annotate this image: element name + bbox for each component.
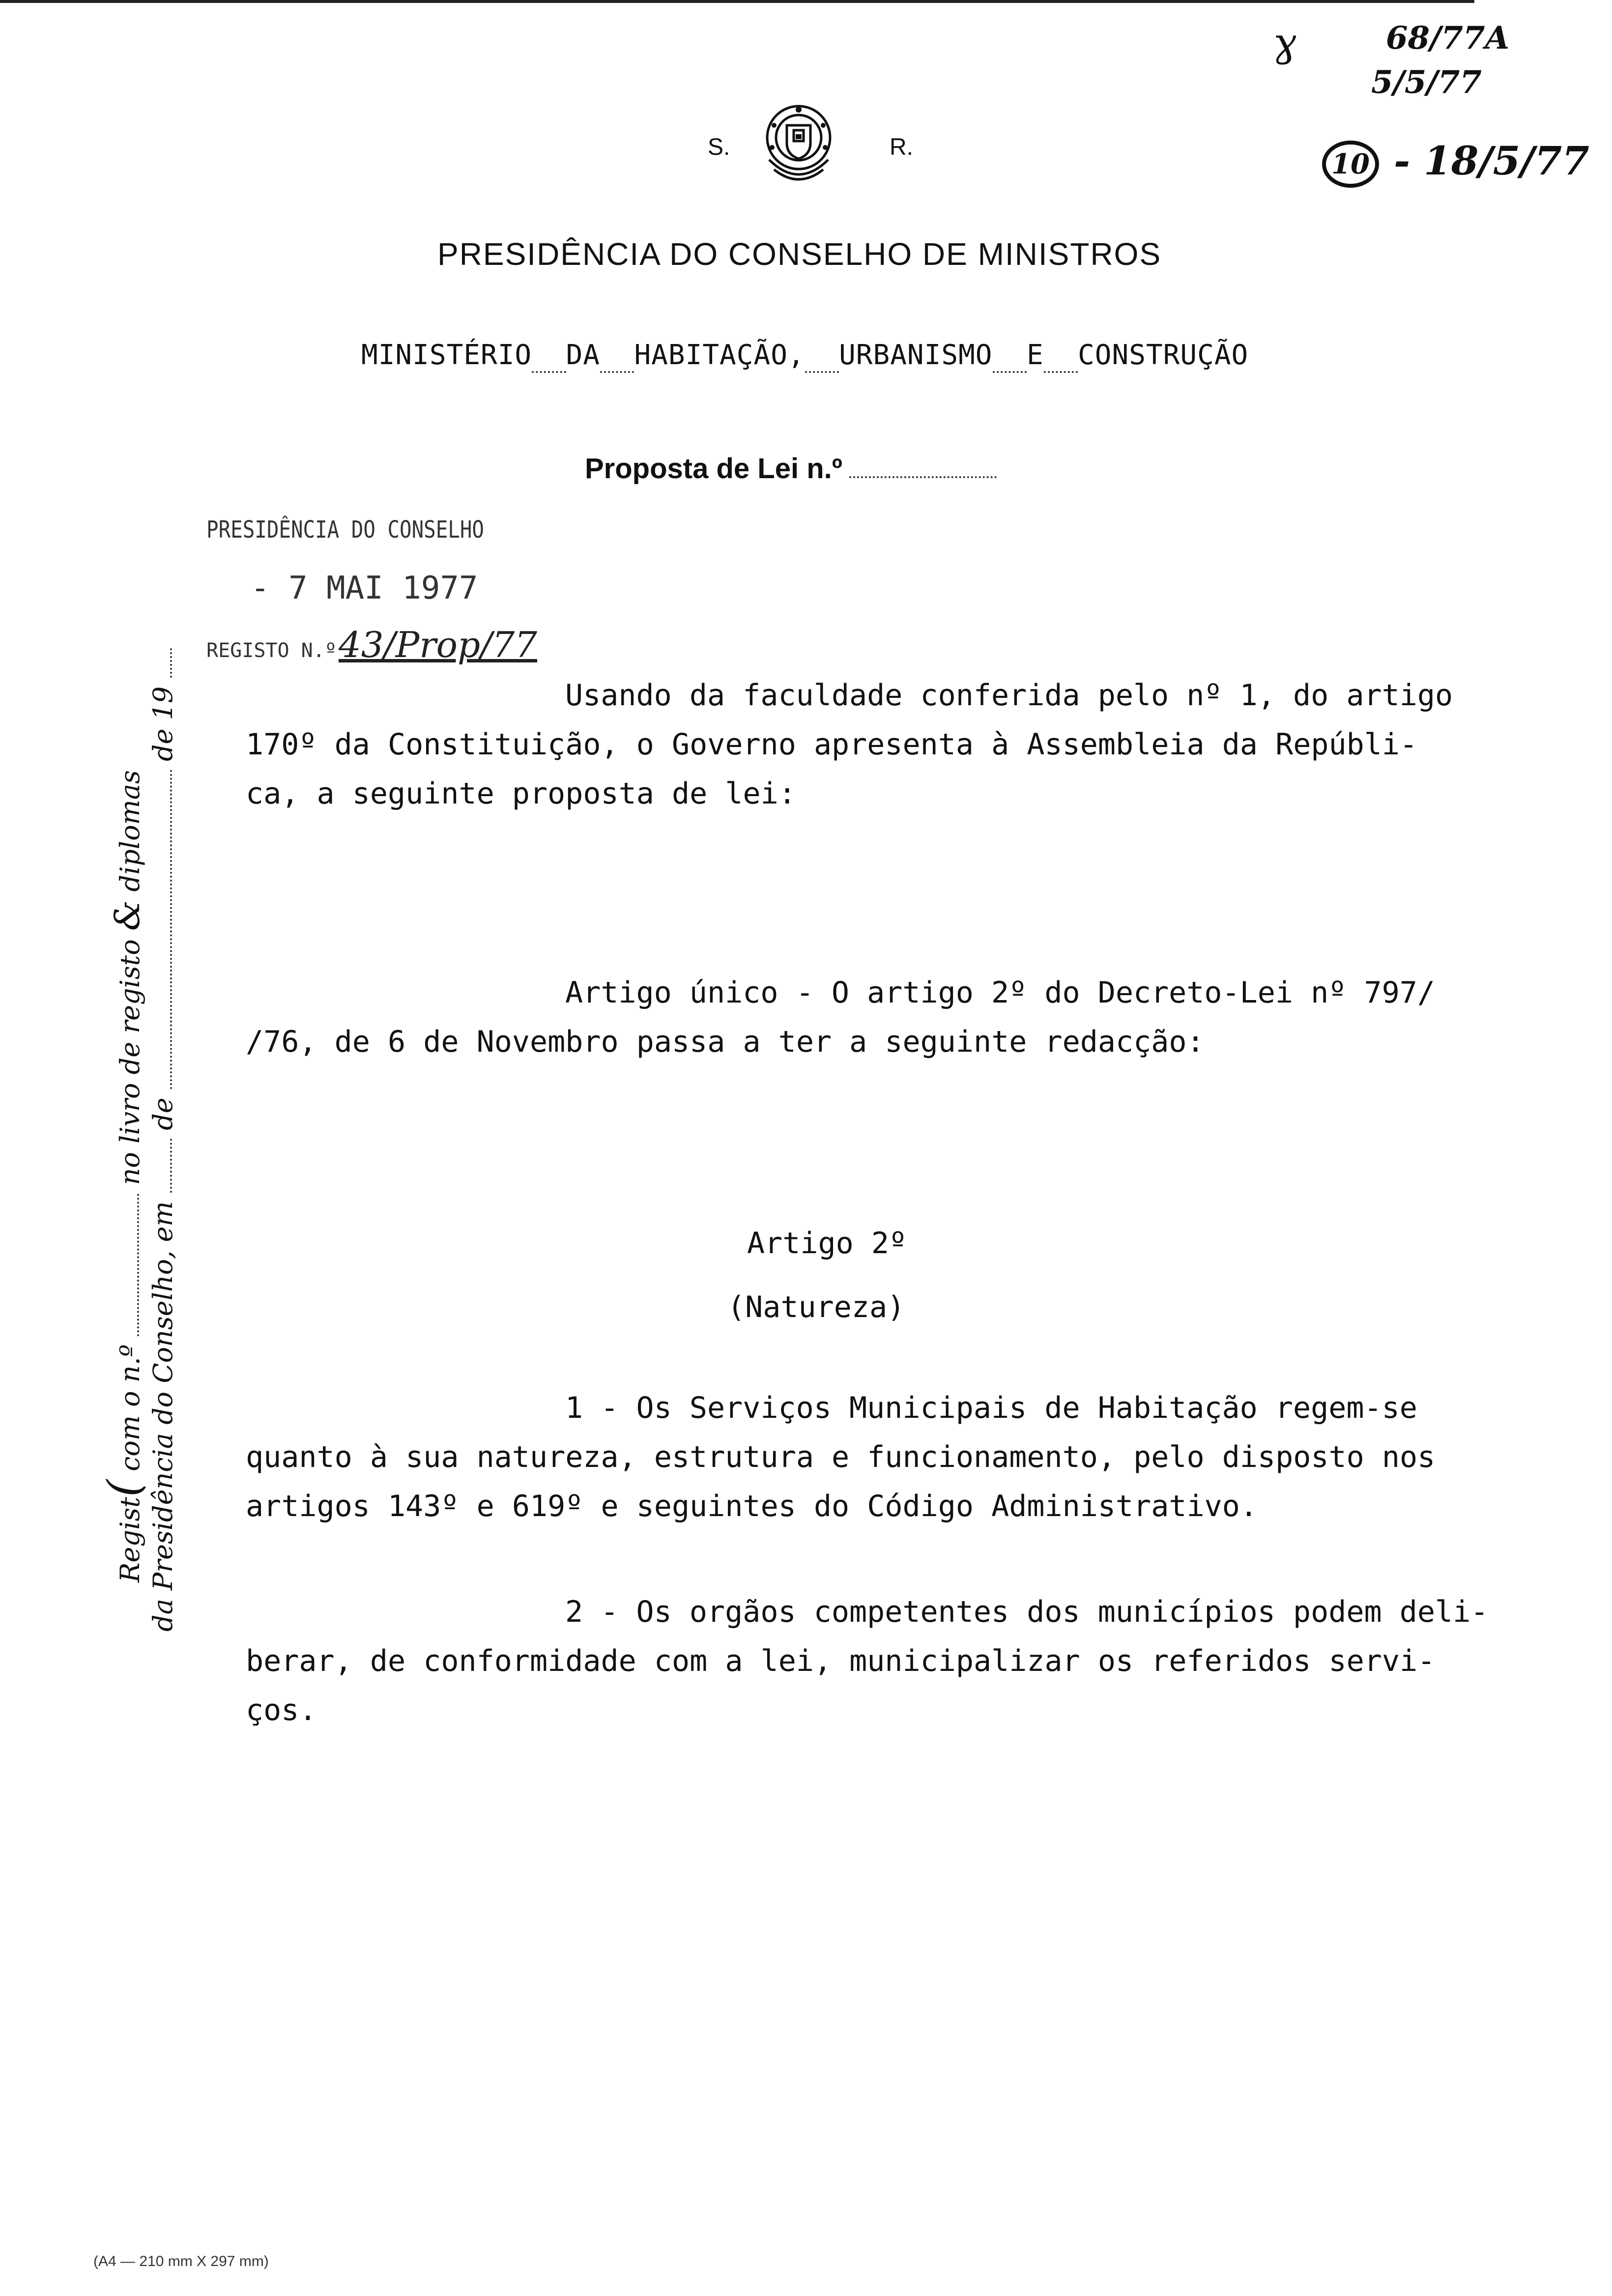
circled-number: 10: [1322, 141, 1379, 188]
letter-r: R.: [890, 134, 913, 160]
paragraph-2-line-3: ços.: [246, 1693, 317, 1727]
article-heading: Artigo 2º: [747, 1226, 907, 1261]
paragraph-1-line-2: quanto à sua natureza, estrutura e funcionamento, pelo disposto nos: [246, 1440, 1436, 1474]
article-subheading: (Natureza): [727, 1290, 905, 1324]
page-title: PRESIDÊNCIA DO CONSELHO DE MINISTROS: [437, 236, 1162, 272]
paragraph-1-line-3: artigos 143º e 619º e seguintes do Código Administrativo.: [246, 1489, 1258, 1523]
ministry-word-3: HABITAÇÃO,: [634, 339, 805, 371]
letter-s: S.: [708, 134, 730, 160]
proposal-line: [585, 452, 997, 485]
intro-line-1: Usando da faculdade conferida pelo nº 1, do artigo: [565, 678, 1453, 713]
ministry-word-2: DA: [566, 339, 601, 371]
paragraph-2-line-1: 2 - Os orgãos competentes dos municípios podem deli-: [565, 1595, 1489, 1629]
top-edge-rule: [0, 0, 1474, 3]
stamp-register-label: REGISTO N.º: [206, 639, 337, 662]
handwritten-ref-number: 68/77A: [1386, 20, 1510, 57]
ministry-word-4: URBANISMO: [839, 339, 993, 371]
stamp-date: - 7 MAI 1977: [251, 570, 478, 606]
paper-size-note: (A4 — 210 mm X 297 mm): [93, 2253, 269, 2269]
artigo-unico-line-1: Artigo único - O artigo 2º do Decreto-Lei nº 797/: [565, 976, 1436, 1010]
intro-line-2: 170º da Constituição, o Governo apresenta à Assembleia da Repúbli-: [246, 727, 1418, 762]
paragraph-1-line-1: 1 - Os Serviços Municipais de Habitação regem-se: [565, 1391, 1417, 1425]
ministry-word-5: E: [1026, 339, 1044, 371]
handwritten-mark: ɣ: [1273, 20, 1296, 65]
handwritten-date: - 18/5/77: [1394, 138, 1589, 184]
handwritten-ref-date: 5/5/77: [1371, 64, 1482, 101]
ministry-word-6: CONSTRUÇÃO: [1078, 339, 1249, 371]
stamp-register: [206, 624, 537, 665]
stamp-register-number: 43/Prop/77: [338, 624, 537, 665]
side-margin-line-2: da Presidência do Conselho, em de de 19: [147, 648, 178, 1632]
ministry-line: [361, 339, 1248, 371]
artigo-unico-line-2: /76, de 6 de Novembro passa a ter a seguinte redacção:: [246, 1025, 1205, 1059]
proposal-number-blank: [849, 476, 997, 478]
paragraph-2-line-2: berar, de conformidade com a lei, municipalizar os referidos servi-: [246, 1644, 1436, 1678]
side-margin-line-1: Regist( com o n.º no livro de registo & diplomas: [98, 770, 150, 1582]
ministry-word-1: MINISTÉRIO: [361, 339, 532, 371]
intro-line-3: ca, a seguinte proposta de lei:: [246, 776, 796, 811]
coat-of-arms-emblem: [759, 96, 838, 194]
proposal-label: Proposta de Lei n.º: [585, 453, 842, 485]
handwritten-date-note: [1322, 138, 1589, 188]
stamp-office: PRESIDÊNCIA DO CONSELHO: [206, 516, 484, 544]
